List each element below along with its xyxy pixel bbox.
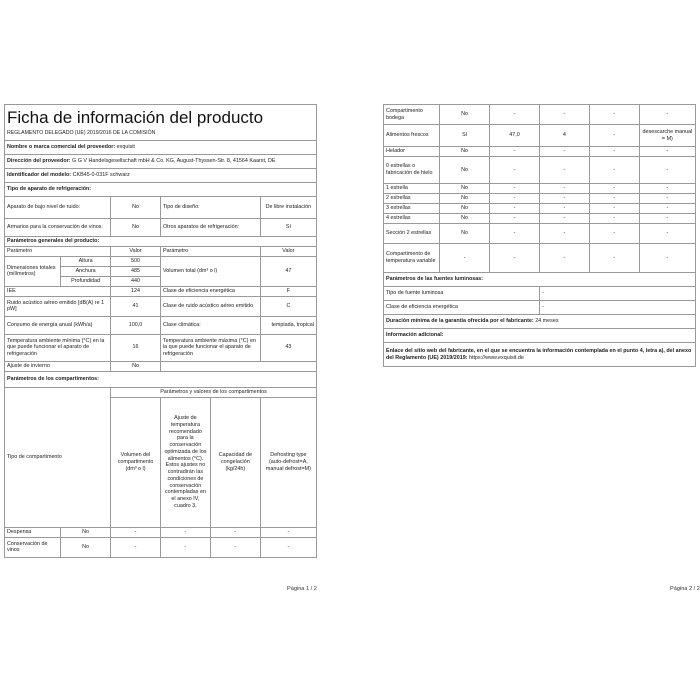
supplier-name-row <box>5 140 317 154</box>
comp-defrost: - <box>639 194 695 204</box>
low-noise-label: Aparato de bajo nivel de ruido: <box>5 196 111 218</box>
comp-name: Compartimento bodega <box>384 105 440 125</box>
comp-freeze: - <box>589 244 639 273</box>
table-row <box>384 204 696 214</box>
comp-temp-header: Ajuste de temperatura recomendado para la conservación optimizada de los alimentos (°C). Estos ajustes no contradirán las condiciones de conservación contempladas en el anexo IV, cuadro 3. <box>160 397 210 527</box>
comp-defrost: - <box>260 537 316 557</box>
supplier-name-value: exquisit <box>116 143 135 150</box>
comp-temp: - <box>539 105 589 125</box>
comp-defrost: - <box>639 105 695 125</box>
table-row <box>384 224 696 244</box>
comp-volume: - <box>490 157 540 184</box>
table-row <box>5 537 317 557</box>
comp-volume: - <box>490 194 540 204</box>
comp-freeze: - <box>589 157 639 184</box>
comp-freeze-header: Capacidad de congelación (kg/24h) <box>210 397 260 527</box>
noise-class-value: C <box>260 296 316 316</box>
comp-freeze: - <box>210 527 260 537</box>
light-source-header: Parámetros de las fuentes luminosas: <box>384 273 696 287</box>
comp-temp: - <box>539 194 589 204</box>
dimensions-label: Dimensiones totales (milímetros) <box>5 256 61 286</box>
comp-name: Helador <box>384 147 440 157</box>
general-params-header: Parámetros generales del producto: <box>5 236 317 246</box>
comp-volume: - <box>111 527 161 537</box>
page-title: Ficha de información del producto <box>5 105 317 130</box>
table-row <box>384 125 696 147</box>
iee-label: IEE <box>5 286 111 296</box>
comp-name: 3 estrellas <box>384 204 440 214</box>
comp-name: Conservación de vinos <box>5 537 61 557</box>
comp-temp: - <box>539 214 589 224</box>
comp-present: No <box>61 537 111 557</box>
value-col-header-2: Valor <box>260 246 316 256</box>
website-row <box>384 343 696 367</box>
comp-volume: - <box>490 184 540 194</box>
product-info-table <box>4 104 317 558</box>
comp-name: Sección 2 estrellas <box>384 224 440 244</box>
comp-defrost: - <box>639 204 695 214</box>
comp-name: 0 estrellas o fabricación de hielo <box>384 157 440 184</box>
comp-defrost: - <box>260 527 316 537</box>
model-row <box>5 168 317 182</box>
winter-value: No <box>111 361 161 371</box>
noise-class-label: Clase de ruido acústico aéreo emitido <box>160 296 260 316</box>
regulation-text: REGLAMENTO DELEGADO (UE) 2019/2016 DE LA COMISIÓN <box>5 129 317 140</box>
wine-storage-value: No <box>111 218 161 236</box>
comp-temp: - <box>539 204 589 214</box>
comp-name: Despensa <box>5 527 61 537</box>
comp-defrost: - <box>639 147 695 157</box>
compartment-table-continued <box>383 104 696 367</box>
model-label: Identificador del modelo: <box>7 171 72 178</box>
design-type-value: De libre instalación <box>260 196 316 218</box>
comp-present: No <box>440 157 490 184</box>
comp-freeze: - <box>589 184 639 194</box>
comp-present: No <box>440 224 490 244</box>
comp-volume-header: Volumen del compartimento (dm³ o l) <box>111 397 161 527</box>
comp-defrost: - <box>639 244 695 273</box>
min-temp-label: Temperatura ambiente mínima (°C) en la que puede funcionar el aparato de refrigeración <box>5 334 111 361</box>
other-appliances-value: Sí <box>260 218 316 236</box>
light-class-label: Clase de eficiencia energética <box>384 301 540 315</box>
annual-energy-value: 100,0 <box>111 316 161 334</box>
energy-class-value: F <box>260 286 316 296</box>
comp-present: No <box>440 214 490 224</box>
comp-present: No <box>440 105 490 125</box>
comp-freeze: - <box>589 204 639 214</box>
page-number-2: Página 2 / 2 <box>670 586 700 592</box>
website-label: Enlace del sitio web del fabricante, en el que se encuentra la información contemplada en el punto 4, letra a), del anexo del Reglamento (UE) 2019/2019: <box>386 347 692 361</box>
comp-temp: - <box>539 224 589 244</box>
light-type-value: - <box>539 287 695 301</box>
comp-freeze: - <box>589 224 639 244</box>
comp-volume: - <box>490 244 540 273</box>
depth-label: Profundidad <box>61 276 111 286</box>
comp-freeze: - <box>589 214 639 224</box>
comp-freeze: - <box>589 147 639 157</box>
table-row <box>5 527 317 537</box>
table-row <box>384 105 696 125</box>
comp-volume: - <box>490 204 540 214</box>
comp-freeze: - <box>589 105 639 125</box>
height-value: 500 <box>111 256 161 266</box>
comp-volume: 47,0 <box>490 125 540 147</box>
param-col-header: Parámetro <box>5 246 111 256</box>
page-number-1: Página 1 / 2 <box>287 586 317 592</box>
max-temp-value: 43 <box>260 334 316 361</box>
comp-temp: - <box>539 244 589 273</box>
warranty-value: 24 meses <box>535 318 559 325</box>
energy-class-label: Clase de eficiencia energética <box>160 286 260 296</box>
comp-present: No <box>440 204 490 214</box>
comp-freeze: - <box>589 125 639 147</box>
warranty-row <box>384 315 696 329</box>
comp-type-header: Tipo de compartimento <box>5 387 111 527</box>
compartment-params-header: Parámetros de los compartimentos: <box>5 371 317 387</box>
comp-defrost: - <box>639 184 695 194</box>
comp-name: 4 estrellas <box>384 214 440 224</box>
table-row <box>384 194 696 204</box>
total-volume-value: 47 <box>260 256 316 286</box>
comp-present: - <box>440 244 490 273</box>
value-col-header: Valor <box>111 246 161 256</box>
comp-name: Compartimento de temperatura variable <box>384 244 440 273</box>
comp-volume: - <box>111 537 161 557</box>
comp-values-header: Parámetros y valores de los compartimentos <box>111 387 317 397</box>
comp-present: No <box>440 147 490 157</box>
noise-label: Ruido acústico aéreo emitido [dB(A) re 1 pW] <box>5 296 111 316</box>
additional-info-header: Información adicional: <box>384 329 696 343</box>
supplier-address-row <box>5 154 317 168</box>
comp-defrost-header: Defrosting type (auto-defrost=A, manual defrost=M) <box>260 397 316 527</box>
comp-temp: - <box>539 147 589 157</box>
appliance-type-header: Tipo de aparato de refrigeración: <box>5 182 317 196</box>
comp-volume: - <box>490 105 540 125</box>
page-1 <box>4 104 317 558</box>
website-link[interactable]: https://www.exquisit.de <box>469 354 524 361</box>
low-noise-value: No <box>111 196 161 218</box>
comp-freeze: - <box>210 537 260 557</box>
page-2 <box>383 104 696 367</box>
comp-defrost: desescarche manual = M) <box>639 125 695 147</box>
comp-volume: - <box>490 147 540 157</box>
comp-defrost: - <box>639 214 695 224</box>
comp-temp: - <box>160 527 210 537</box>
model-value: CKB45-0-031F schwarz <box>72 171 130 178</box>
supplier-name-label: Nombre o marca comercial del proveedor: <box>7 143 116 150</box>
wine-storage-label: Armarios para la conservación de vinos: <box>5 218 111 236</box>
comp-temp: - <box>539 157 589 184</box>
comp-present: No <box>61 527 111 537</box>
height-label: Altura <box>61 256 111 266</box>
comp-name: 1 estrella <box>384 184 440 194</box>
width-label: Anchura <box>61 266 111 276</box>
comp-present: No <box>440 194 490 204</box>
climate-class-value: templada, tropical <box>260 316 316 334</box>
warranty-label: Duración mínima de la garantía ofrecida por el fabricante: <box>386 318 534 325</box>
comp-defrost: - <box>639 224 695 244</box>
comp-temp: 4 <box>539 125 589 147</box>
width-value: 485 <box>111 266 161 276</box>
climate-class-label: Clase climática: <box>160 316 260 334</box>
param-col-header-2: Parámetro <box>160 246 260 256</box>
comp-temp: - <box>539 184 589 194</box>
table-row <box>384 214 696 224</box>
comp-volume: - <box>490 224 540 244</box>
design-type-label: Tipo de diseño: <box>160 196 260 218</box>
total-volume-label: Volumen total (dm³ o l) <box>160 256 260 286</box>
comp-name: Alimentos frescos <box>384 125 440 147</box>
winter-label: Ajuste de invierno <box>5 361 111 371</box>
comp-present: No <box>440 184 490 194</box>
noise-value: 41 <box>111 296 161 316</box>
depth-value: 440 <box>111 276 161 286</box>
iee-value: 124 <box>111 286 161 296</box>
empty-cell <box>160 361 316 371</box>
comp-present: Sí <box>440 125 490 147</box>
other-appliances-label: Otros aparatos de refrigeración: <box>160 218 260 236</box>
table-row <box>384 157 696 184</box>
comp-temp: - <box>160 537 210 557</box>
light-class-value: - <box>539 301 695 315</box>
max-temp-label: Temperatura ambiente máxima (°C) en la que puede funcionar el aparato de refrigeración <box>160 334 260 361</box>
comp-volume: - <box>490 214 540 224</box>
annual-energy-label: Consumo de energía anual (kWh/a) <box>5 316 111 334</box>
light-type-label: Tipo de fuente luminosa <box>384 287 540 301</box>
comp-freeze: - <box>589 194 639 204</box>
supplier-address-label: Dirección del proveedor: <box>7 157 71 164</box>
min-temp-value: 16 <box>111 334 161 361</box>
table-row <box>384 244 696 273</box>
table-row <box>384 147 696 157</box>
comp-defrost: - <box>639 157 695 184</box>
supplier-address-value: G G V Handelsgesellschaft mbH & Co. KG, August-Thyssen-Str. 8, 41564 Kaarst, DE <box>72 157 276 164</box>
comp-name: 2 estrellas <box>384 194 440 204</box>
table-row <box>384 184 696 194</box>
